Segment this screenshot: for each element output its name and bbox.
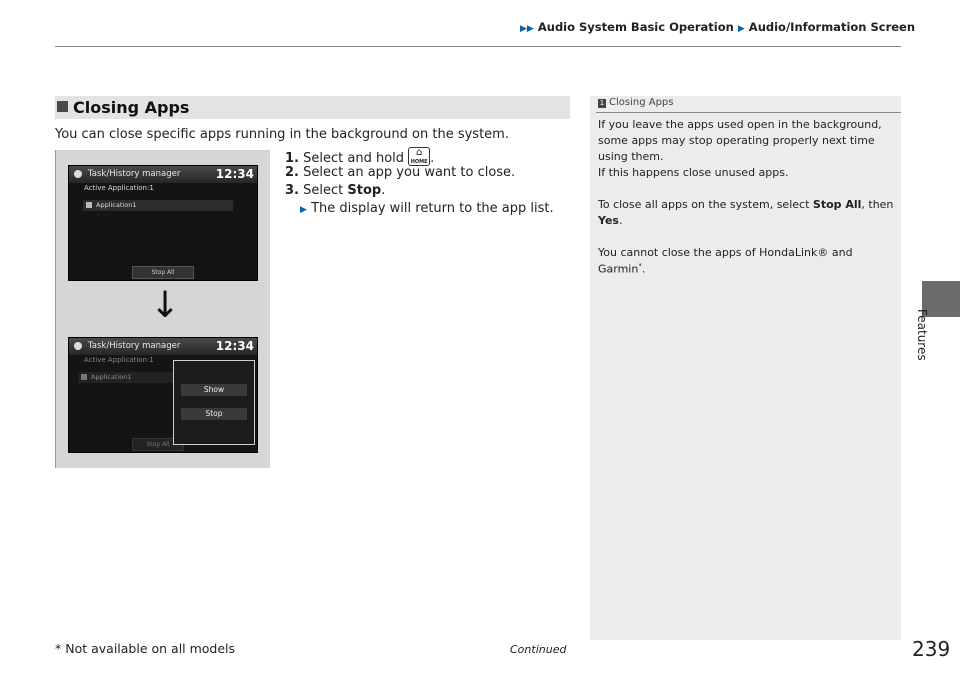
sidebar-divider bbox=[596, 112, 901, 113]
breadcrumb-item-basic-operation[interactable]: Audio System Basic Operation bbox=[537, 20, 734, 34]
sidebar-bold-term: Yes bbox=[598, 214, 619, 227]
section-title: Closing Apps bbox=[73, 98, 190, 117]
sidebar-text-line bbox=[598, 214, 622, 227]
footnote-marker: * bbox=[638, 262, 642, 270]
breadcrumb bbox=[520, 20, 916, 34]
sidebar-text-line: using them. bbox=[598, 150, 664, 163]
stop-all-button[interactable]: Stop All bbox=[132, 266, 194, 279]
sidebar-text: . bbox=[641, 262, 646, 276]
panel-edge-line bbox=[55, 150, 56, 468]
continued-label: Continued bbox=[510, 643, 567, 656]
screen-header bbox=[69, 166, 257, 183]
show-button[interactable]: Show bbox=[181, 384, 247, 396]
stop-button[interactable]: Stop bbox=[181, 408, 247, 420]
home-key-label: HOME bbox=[410, 159, 428, 165]
sidebar-text-line bbox=[598, 262, 645, 276]
settings-icon bbox=[74, 342, 82, 350]
settings-icon bbox=[74, 170, 82, 178]
sidebar-text-line: If this happens close unused apps. bbox=[598, 166, 789, 179]
sidebar-number-badge: 1 bbox=[599, 99, 605, 107]
app-name: Application1 bbox=[91, 373, 132, 381]
app-list-item[interactable] bbox=[78, 372, 173, 383]
step-number: 1. bbox=[285, 151, 299, 166]
screen-title: Task/History manager bbox=[88, 341, 181, 351]
screen-task-manager bbox=[68, 165, 258, 281]
screen-task-manager-popup bbox=[68, 337, 258, 453]
app-list-item[interactable] bbox=[83, 200, 233, 211]
step-text-end: . bbox=[430, 151, 435, 166]
step-text: Select bbox=[303, 183, 344, 198]
step-3 bbox=[285, 183, 385, 198]
intro-text: You can close specific apps running in the background on the system. bbox=[55, 127, 509, 142]
step-text-end: . bbox=[381, 183, 386, 198]
step-bold-term: Stop bbox=[347, 183, 382, 198]
step-result bbox=[300, 201, 554, 216]
footnote: * Not available on all models bbox=[55, 641, 236, 656]
sidebar-text-line: If you leave the apps used open in the background, bbox=[598, 118, 882, 131]
step-number: 2. bbox=[285, 165, 299, 180]
sidebar-text: To close all apps on the system, select bbox=[598, 198, 810, 211]
screen-subtitle: Active Application:1 bbox=[84, 356, 154, 364]
breadcrumb-item-info-screen[interactable]: Audio/Information Screen bbox=[748, 20, 916, 34]
sidebar-text: , then bbox=[861, 198, 894, 211]
step-1 bbox=[285, 147, 434, 166]
page-number: 239 bbox=[912, 637, 951, 661]
step-2 bbox=[285, 165, 515, 180]
sidebar-bold-term: Stop All bbox=[812, 198, 862, 211]
sidebar-heading bbox=[598, 97, 673, 108]
step-result-text: The display will return to the app list. bbox=[311, 201, 554, 216]
header-divider bbox=[55, 46, 901, 47]
home-button-icon: ⌂ HOME bbox=[408, 147, 430, 166]
triangle-right-icon: ▶ bbox=[737, 24, 745, 34]
chapter-tab-label[interactable]: Features bbox=[915, 309, 929, 361]
triangle-right-icon: ▶ bbox=[300, 205, 307, 215]
arrow-down-icon: ↓ bbox=[150, 285, 181, 326]
screen-subtitle: Active Application:1 bbox=[84, 184, 154, 192]
stop-all-button[interactable]: Stop All bbox=[132, 438, 184, 451]
app-action-popup bbox=[173, 360, 255, 445]
step-text: Select and hold bbox=[303, 151, 405, 166]
square-bullet-icon bbox=[57, 101, 68, 112]
step-number: 3. bbox=[285, 183, 299, 198]
sidebar-text: . bbox=[618, 214, 623, 227]
screen-clock: 12:34 bbox=[215, 167, 254, 181]
screen-clock: 12:34 bbox=[215, 339, 254, 353]
app-icon bbox=[81, 374, 87, 380]
step-text: Select an app you want to close. bbox=[303, 165, 516, 180]
sidebar-text: Garmin bbox=[598, 262, 639, 276]
screen-header bbox=[69, 338, 257, 355]
sidebar-text-line bbox=[598, 198, 893, 211]
triangle-right-icon: ▶▶ bbox=[520, 24, 534, 34]
sidebar-title: Closing Apps bbox=[609, 97, 674, 108]
sidebar-text-line: some apps may stop operating properly next time bbox=[598, 134, 875, 147]
sidebar-text-line: You cannot close the apps of HondaLink® and bbox=[598, 246, 853, 259]
app-name: Application1 bbox=[96, 201, 137, 209]
screen-title: Task/History manager bbox=[88, 169, 181, 179]
app-icon bbox=[86, 202, 92, 208]
